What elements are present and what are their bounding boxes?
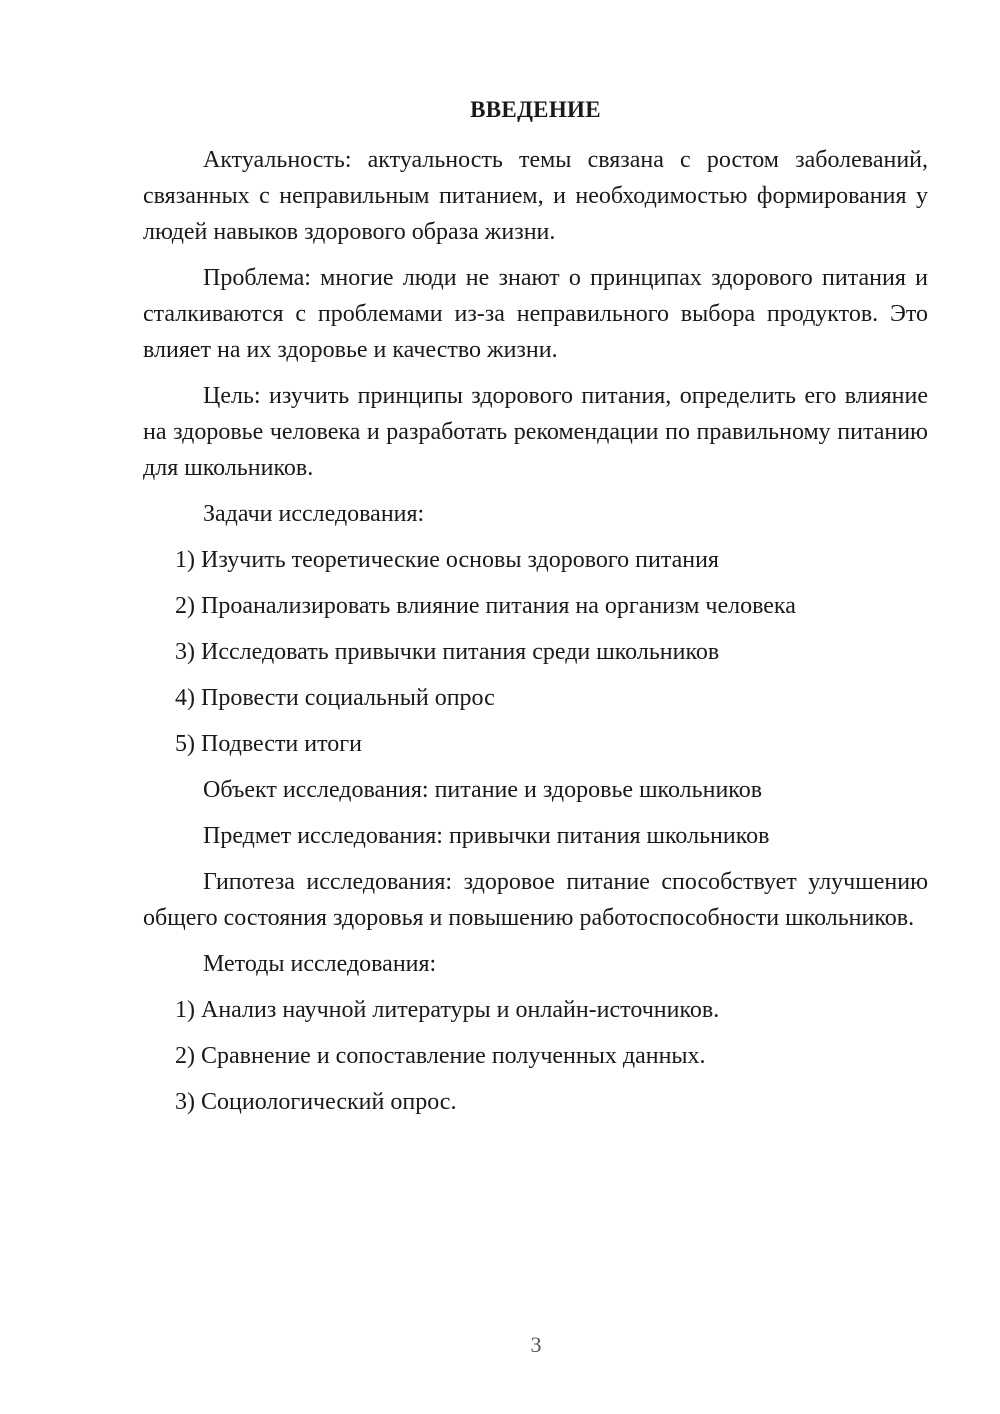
method-item: 2) Сравнение и сопоставление полученных данных. <box>175 1043 706 1069</box>
object-paragraph: Объект исследования: питание и здоровье школьников <box>203 777 763 803</box>
page-content <box>143 95 928 1130</box>
methods-list <box>143 992 928 1120</box>
subject-paragraph: Предмет исследования: привычки питания школьников <box>203 823 770 849</box>
task-item: 5) Подвести итоги <box>175 731 362 757</box>
problem-paragraph: Проблема: многие люди не знают о принципах здорового питания и сталкиваются с проблемами из-за неправильного выбора продуктов. Это влияет на их здоровье и качество жизни. <box>143 265 928 363</box>
hypothesis-paragraph: Гипотеза исследования: здоровое питание способствует улучшению общего состояния здоровья и повышению работоспособности школьников. <box>143 869 928 931</box>
task-item: 4) Провести социальный опрос <box>175 685 495 711</box>
page-number: 3 <box>530 1332 542 1357</box>
method-item: 1) Анализ научной литературы и онлайн-источников. <box>175 997 720 1023</box>
method-item: 3) Социологический опрос. <box>175 1089 457 1115</box>
task-item: 1) Изучить теоретические основы здорового питания <box>175 547 719 573</box>
tasks-heading: Задачи исследования: <box>203 501 425 527</box>
task-item: 2) Проанализировать влияние питания на организм человека <box>175 593 796 619</box>
tasks-list <box>143 542 928 762</box>
relevance-paragraph: Актуальность: актуальность темы связана с ростом заболеваний, связанных с неправильным питанием, и необходимостью формирования у людей навыков здорового образа жизни. <box>143 147 928 245</box>
goal-paragraph: Цель: изучить принципы здорового питания, определить его влияние на здоровье человека и разработать рекомендации по правильному питанию для школьников. <box>143 383 928 481</box>
section-title: ВВЕДЕНИЕ <box>470 97 601 122</box>
task-item: 3) Исследовать привычки питания среди школьников <box>175 639 720 665</box>
methods-heading: Методы исследования: <box>203 951 437 977</box>
